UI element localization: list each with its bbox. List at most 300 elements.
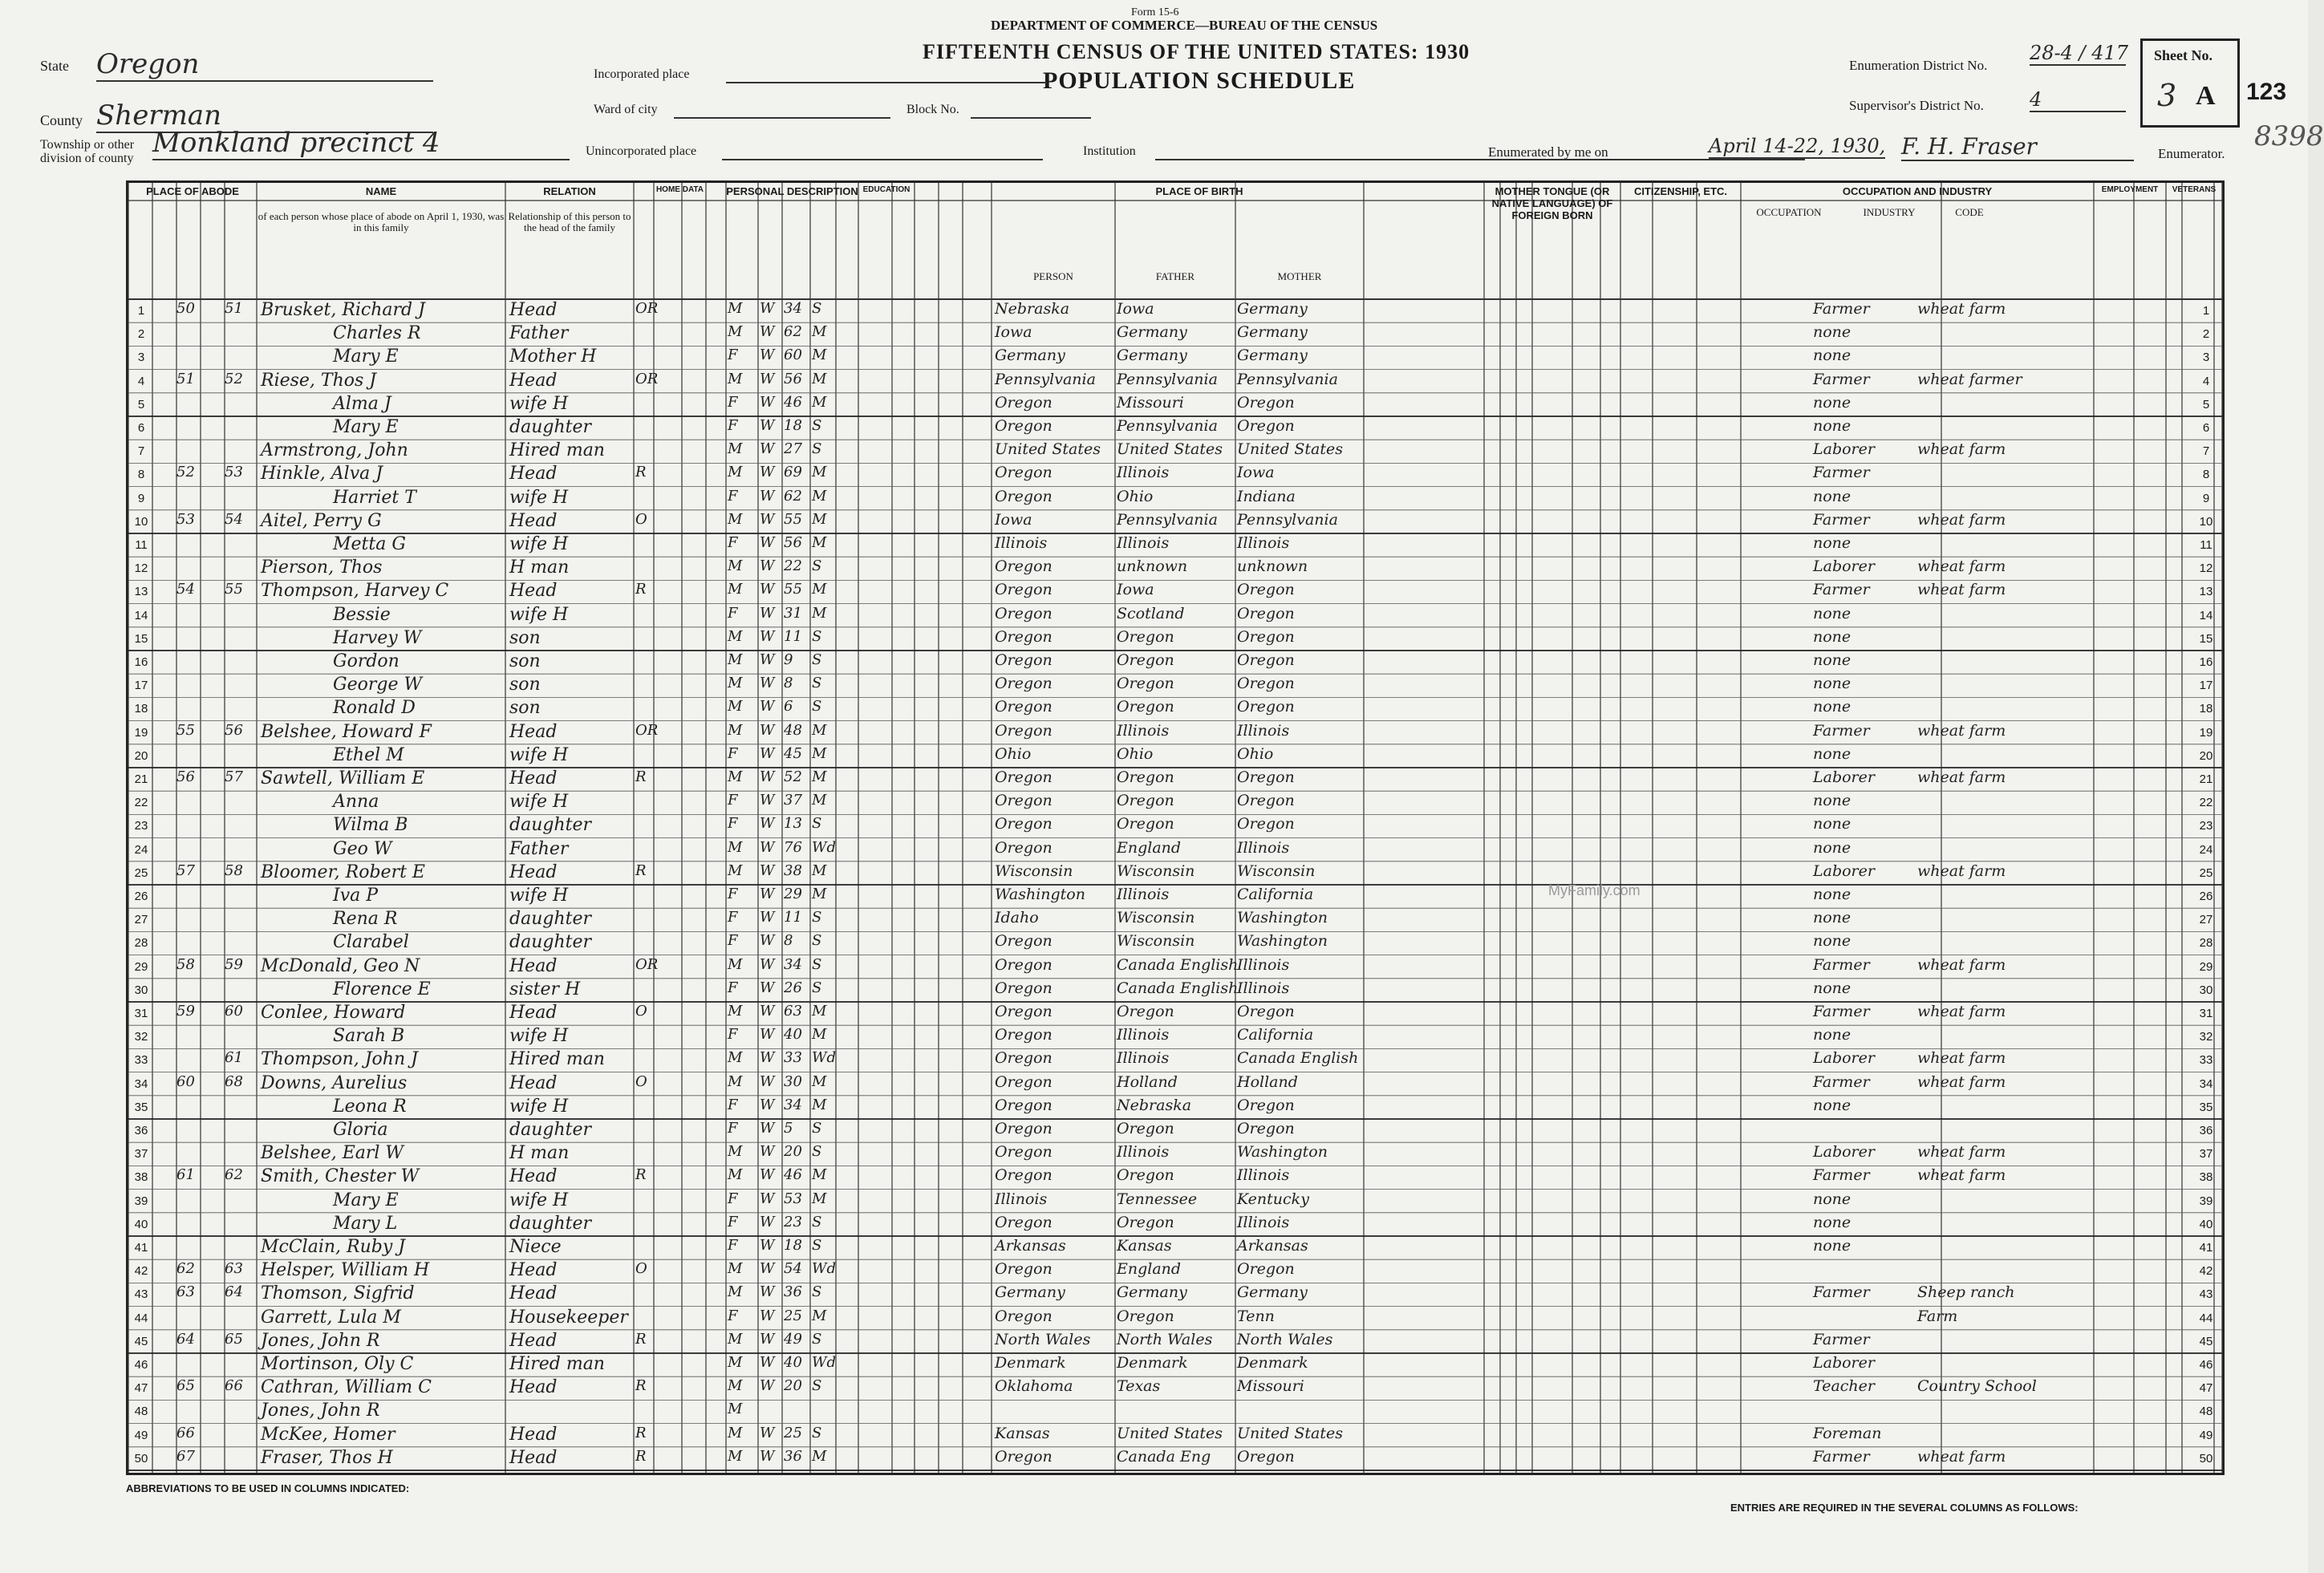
family-number: 68: [225, 1072, 243, 1090]
row-number-left: 31: [134, 1007, 148, 1020]
race: W: [760, 651, 775, 668]
person-name: Leona R: [333, 1096, 407, 1117]
home-tenure: OR: [635, 370, 659, 387]
marital-status: M: [812, 886, 827, 902]
person-name: Garrett, Lula M: [261, 1307, 401, 1328]
birthplace-person: Oklahoma: [995, 1377, 1073, 1396]
row-number-right: 28: [2199, 936, 2213, 951]
race: W: [760, 1213, 775, 1230]
birthplace-father: Kansas: [1117, 1237, 1172, 1255]
marital-status: S: [812, 1120, 822, 1137]
birthplace-person: Oregon: [995, 393, 1052, 411]
occupation: Farmer: [1813, 370, 1870, 388]
marital-status: M: [812, 1166, 827, 1184]
birthplace-father: Iowa: [1117, 581, 1154, 599]
person-name: Fraser, Thos H: [261, 1447, 393, 1468]
group-heading: MOTHER TONGUE (OR NATIVE LANGUAGE) OF FOREIGN BORN: [1491, 185, 1613, 221]
sex: M: [728, 675, 743, 692]
birthplace-mother: United States: [1237, 1424, 1344, 1442]
supervisor-district-label: Supervisor's District No.: [1849, 98, 1984, 113]
enumerator-name: F. H. Fraser: [1901, 133, 2134, 161]
sex: F: [728, 886, 738, 902]
family-number: 65: [225, 1330, 243, 1348]
row-number-right: 24: [2199, 842, 2213, 857]
birthplace-mother: Oregon: [1237, 393, 1295, 411]
sex: M: [728, 300, 743, 317]
row-number-left: 10: [134, 514, 148, 529]
marital-status: M: [812, 347, 827, 364]
sex: F: [728, 1237, 738, 1254]
person-name: McDonald, Geo N: [261, 955, 420, 976]
row-number-right: 7: [2202, 444, 2210, 459]
row-number-left: 42: [134, 1264, 148, 1279]
row-number-left: 29: [134, 959, 148, 974]
marital-status: M: [812, 464, 827, 481]
age: 20: [784, 1377, 802, 1395]
family-number: 60: [225, 1003, 243, 1020]
relation: Head: [509, 1003, 558, 1023]
sex: M: [728, 1072, 743, 1090]
age: 55: [784, 510, 802, 528]
birthplace-father: Ohio: [1117, 744, 1154, 763]
birthplace-person: Oregon: [995, 604, 1052, 622]
family-number: 66: [225, 1377, 243, 1395]
person-name: Cathran, William C: [261, 1377, 432, 1398]
sex: M: [728, 768, 743, 785]
sex: M: [728, 464, 743, 481]
birthplace-father: Wisconsin: [1117, 909, 1195, 927]
birthplace-mother: Wisconsin: [1237, 862, 1316, 880]
relation: daughter: [509, 1213, 591, 1234]
family-number: 64: [225, 1283, 243, 1301]
person-name: Thompson, Harvey C: [261, 581, 449, 602]
enumerated-date: April 14-22, 1930,: [1709, 135, 1886, 157]
race: W: [760, 1049, 775, 1067]
occupation: none: [1813, 932, 1851, 951]
race: W: [760, 1026, 775, 1044]
family-number: 51: [225, 300, 243, 317]
row-number-right: 38: [2199, 1170, 2213, 1185]
dwelling-number: 57: [176, 862, 195, 879]
marital-status: S: [812, 557, 822, 575]
institution-label: Institution: [1083, 144, 1136, 158]
birthplace-person: Oregon: [995, 1143, 1052, 1162]
birthplace-person: Oregon: [995, 1026, 1052, 1044]
birthplace-father: Oregon: [1117, 792, 1174, 810]
age: 54: [784, 1260, 802, 1278]
age: 34: [784, 955, 802, 973]
relation: Head: [509, 1283, 558, 1304]
row-number-right: 1: [2202, 304, 2210, 318]
row-number-left: 26: [134, 890, 148, 903]
age: 8: [784, 675, 793, 692]
sex: F: [728, 979, 738, 996]
race: W: [760, 1354, 775, 1371]
sex: M: [728, 440, 743, 458]
relation: Mother H: [509, 347, 597, 367]
occupation: none: [1813, 627, 1851, 646]
birthplace-mother: Germany: [1237, 347, 1308, 365]
race: W: [760, 1096, 775, 1113]
sex: F: [728, 1120, 738, 1137]
row-number-left: 49: [134, 1428, 148, 1442]
race: W: [760, 300, 775, 317]
sex: F: [728, 792, 738, 809]
home-tenure: OR: [635, 721, 659, 739]
industry: wheat farm: [1917, 1166, 2006, 1185]
relation: son: [509, 651, 541, 671]
race: W: [760, 417, 775, 434]
enumerated-label: Enumerated by me on: [1488, 144, 1608, 160]
row-number-right: 8: [2202, 468, 2210, 482]
entries-title: ENTRIES ARE REQUIRED IN THE SEVERAL COLUMNS AS FOLLOWS:: [1730, 1502, 2079, 1514]
age: 45: [784, 744, 802, 762]
occupation: Laborer: [1813, 1143, 1875, 1162]
birthplace-father: Illinois: [1117, 534, 1170, 552]
relation: wife H: [509, 792, 569, 813]
birthplace-person: Germany: [995, 1283, 1065, 1302]
occupation: Farmer: [1813, 300, 1870, 318]
row-number-left: 40: [134, 1217, 148, 1231]
person-name: McClain, Ruby J: [261, 1237, 406, 1257]
age: 34: [784, 1096, 802, 1113]
row-number-right: 33: [2199, 1053, 2213, 1068]
sex: M: [728, 651, 743, 668]
person-name: Metta G: [333, 534, 406, 554]
occupation: Farmer: [1813, 581, 1870, 599]
race: W: [760, 1447, 775, 1465]
relation: Head: [509, 1166, 558, 1187]
person-name: Helsper, William H: [261, 1260, 430, 1281]
birthplace-mother: Denmark: [1237, 1354, 1308, 1372]
birthplace-father: United States: [1117, 1424, 1223, 1442]
row-number-left: 21: [134, 772, 148, 786]
dwelling-number: 63: [176, 1283, 195, 1301]
person-name: Hinkle, Alva J: [261, 464, 383, 484]
age: 62: [784, 323, 802, 341]
birthplace-person: Oregon: [995, 768, 1052, 786]
age: 48: [784, 721, 802, 739]
person-name: Ethel M: [333, 744, 404, 765]
age: 37: [784, 792, 802, 809]
industry: wheat farm: [1917, 768, 2006, 786]
row-number-left: 1: [137, 304, 145, 318]
family-number: 57: [225, 768, 243, 785]
age: 25: [784, 1424, 802, 1441]
occupation: none: [1813, 792, 1851, 810]
relation: wife H: [509, 1190, 569, 1210]
group-heading: PLACE OF BIRTH: [1155, 185, 1243, 197]
race: W: [760, 698, 775, 716]
column-header: OCCUPATION: [1756, 206, 1822, 218]
birthplace-mother: Oregon: [1237, 698, 1295, 716]
birthplace-mother: Ohio: [1237, 744, 1274, 763]
birthplace-person: Oregon: [995, 838, 1052, 857]
occupation: Farmer: [1813, 464, 1870, 482]
age: 36: [784, 1283, 802, 1301]
row-number-left: 23: [134, 819, 148, 833]
relation: Head: [509, 1447, 558, 1468]
relation: Hired man: [509, 440, 605, 461]
row-number-left: 35: [134, 1100, 148, 1114]
dwelling-number: 65: [176, 1377, 195, 1395]
sheet-number-box: [2140, 39, 2240, 128]
state-value: Oregon: [96, 48, 433, 82]
birthplace-father: Ohio: [1117, 487, 1154, 505]
occupation: none: [1813, 886, 1851, 903]
dwelling-number: 64: [176, 1330, 195, 1348]
age: 11: [784, 909, 802, 926]
person-name: Anna: [333, 792, 379, 813]
age: 36: [784, 1447, 802, 1465]
row-number-right: 13: [2199, 585, 2213, 599]
age: 33: [784, 1049, 802, 1067]
incorporated-label: Incorporated place: [594, 67, 690, 81]
birthplace-father: Oregon: [1117, 675, 1174, 693]
birthplace-person: Oregon: [995, 955, 1052, 974]
sex: M: [728, 698, 743, 716]
birthplace-mother: Oregon: [1237, 1260, 1295, 1279]
race: W: [760, 838, 775, 856]
occupation: none: [1813, 604, 1851, 622]
birthplace-person: Oregon: [995, 1120, 1052, 1137]
occupation: none: [1813, 1213, 1851, 1231]
relation: daughter: [509, 932, 591, 953]
marital-status: S: [812, 1377, 822, 1395]
age: 40: [784, 1354, 802, 1371]
birthplace-person: Oregon: [995, 1072, 1052, 1091]
marital-status: M: [812, 768, 827, 785]
row-number-right: 2: [2202, 327, 2210, 342]
occupation: none: [1813, 675, 1851, 693]
birthplace-person: Oregon: [995, 417, 1052, 435]
birthplace-person: Oregon: [995, 557, 1052, 576]
relation: wife H: [509, 1026, 569, 1047]
enumeration-district-value: 28-4 / 417: [2030, 42, 2129, 64]
birthplace-mother: Oregon: [1237, 1447, 1295, 1466]
row-number-left: 38: [134, 1170, 148, 1185]
relation: Head: [509, 1424, 558, 1445]
race: W: [760, 370, 775, 387]
birthplace-father: Canada Eng: [1117, 1447, 1211, 1466]
marital-status: Wd: [812, 838, 837, 856]
relation: Head: [509, 1377, 558, 1398]
person-name: Bessie: [333, 604, 391, 625]
person-name: Riese, Thos J: [261, 370, 377, 391]
occupation: Farmer: [1813, 955, 1870, 974]
unincorporated-line: [722, 144, 1043, 160]
group-heading: PLACE OF ABODE: [146, 185, 239, 197]
row-number-right: 14: [2199, 608, 2213, 622]
sheet-header: [0, 0, 2324, 180]
birthplace-mother: Washington: [1237, 1143, 1328, 1162]
marital-status: M: [812, 1003, 827, 1020]
birthplace-mother: Oregon: [1237, 627, 1295, 646]
person-name: Geo W: [333, 838, 392, 859]
marital-status: S: [812, 1283, 822, 1301]
relation: daughter: [509, 1120, 591, 1140]
column-header: FATHER: [1155, 270, 1195, 282]
row-number-left: 13: [134, 585, 148, 599]
birthplace-person: Oregon: [995, 1307, 1052, 1325]
birthplace-person: Nebraska: [995, 300, 1070, 318]
birthplace-mother: Missouri: [1237, 1377, 1304, 1396]
row-number-right: 23: [2199, 819, 2213, 833]
sex: M: [728, 370, 743, 387]
relation: daughter: [509, 909, 591, 930]
age: 62: [784, 487, 802, 505]
sheet-label: Sheet No.: [2154, 47, 2212, 63]
birthplace-mother: Oregon: [1237, 675, 1295, 693]
home-tenure: OR: [635, 300, 659, 317]
row-number-right: 31: [2199, 1007, 2213, 1020]
sex: M: [728, 1354, 743, 1371]
industry: wheat farm: [1917, 581, 2006, 599]
industry: wheat farm: [1917, 1003, 2006, 1020]
home-tenure: R: [635, 1377, 647, 1395]
birthplace-mother: Tenn: [1237, 1307, 1275, 1325]
race: W: [760, 1003, 775, 1020]
person-name: Downs, Aurelius: [261, 1072, 408, 1093]
relation: wife H: [509, 1096, 569, 1117]
group-heading: OCCUPATION AND INDUSTRY: [1842, 185, 1993, 197]
person-name: Mary E: [333, 417, 399, 437]
race: W: [760, 1307, 775, 1324]
age: 52: [784, 768, 802, 785]
sex: F: [728, 1026, 738, 1044]
occupation: none: [1813, 323, 1851, 342]
person-name: Jones, John R: [261, 1330, 380, 1351]
age: 18: [784, 1237, 802, 1254]
industry: wheat farm: [1917, 510, 2006, 529]
row-number-left: 32: [134, 1030, 148, 1044]
person-name: Jones, John R: [261, 1401, 380, 1421]
person-name: Conlee, Howard: [261, 1003, 406, 1023]
row-number-left: 19: [134, 725, 148, 740]
footer-abbreviations: [126, 1478, 2225, 1566]
occupation: Foreman: [1813, 1424, 1882, 1442]
dwelling-number: 60: [176, 1072, 195, 1090]
marital-status: S: [812, 1213, 822, 1230]
person-name: Mary E: [333, 1190, 399, 1210]
race: W: [760, 1260, 775, 1278]
unincorporated-label: Unincorporated place: [586, 144, 697, 158]
race: W: [760, 510, 775, 528]
sex: F: [728, 487, 738, 505]
marital-status: S: [812, 627, 822, 645]
row-number-right: 42: [2199, 1264, 2213, 1279]
sex: M: [728, 1049, 743, 1067]
occupation: none: [1813, 838, 1851, 857]
birthplace-person: North Wales: [995, 1330, 1091, 1348]
birthplace-person: Germany: [995, 347, 1065, 365]
sex: M: [728, 510, 743, 528]
relation: Head: [509, 464, 558, 484]
home-tenure: O: [635, 1072, 647, 1090]
state-label: State: [40, 58, 69, 74]
marital-status: S: [812, 300, 822, 317]
row-number-left: 6: [137, 421, 145, 435]
birthplace-person: Oregon: [995, 979, 1052, 997]
dwelling-number: 66: [176, 1424, 195, 1441]
birthplace-mother: Illinois: [1237, 979, 1290, 997]
occupation: Laborer: [1813, 440, 1875, 459]
marital-status: M: [812, 1307, 827, 1324]
age: 6: [784, 698, 793, 716]
relation: Head: [509, 1072, 558, 1093]
birthplace-father: Oregon: [1117, 1213, 1174, 1231]
industry: Country School: [1917, 1377, 2037, 1396]
dwelling-number: 67: [176, 1447, 195, 1465]
race: W: [760, 815, 775, 833]
relation: daughter: [509, 815, 591, 836]
marital-status: Wd: [812, 1049, 837, 1067]
race: W: [760, 323, 775, 341]
birthplace-father: Oregon: [1117, 815, 1174, 833]
group-heading: CITIZENSHIP, ETC.: [1633, 185, 1728, 197]
age: 46: [784, 393, 802, 411]
birthplace-father: Oregon: [1117, 1166, 1174, 1185]
person-name: Clarabel: [333, 932, 409, 953]
birthplace-person: Illinois: [995, 534, 1048, 552]
marital-status: M: [812, 1072, 827, 1090]
birthplace-mother: Indiana: [1237, 487, 1296, 505]
form-number: Form 15-6: [1131, 6, 1179, 18]
marital-status: S: [812, 675, 822, 692]
marital-status: M: [812, 534, 827, 551]
birthplace-father: Oregon: [1117, 1307, 1174, 1325]
industry: wheat farm: [1917, 300, 2006, 318]
sex: M: [728, 1143, 743, 1161]
row-number-left: 39: [134, 1194, 148, 1208]
row-number-left: 34: [134, 1076, 148, 1091]
row-number-right: 3: [2202, 351, 2210, 365]
birthplace-person: Oregon: [995, 932, 1052, 951]
birthplace-father: Illinois: [1117, 464, 1170, 482]
row-number-right: 9: [2202, 491, 2210, 505]
sex: M: [728, 862, 743, 879]
occupation: none: [1813, 534, 1851, 552]
row-number-left: 3: [137, 351, 145, 365]
marital-status: M: [812, 604, 827, 622]
birthplace-person: Oregon: [995, 581, 1052, 599]
relation: Father: [509, 323, 569, 344]
marital-status: M: [812, 510, 827, 528]
birthplace-mother: North Wales: [1237, 1330, 1333, 1348]
sex: F: [728, 1213, 738, 1230]
birthplace-father: Wisconsin: [1117, 862, 1195, 880]
race: W: [760, 909, 775, 926]
occupation: none: [1813, 979, 1851, 997]
marital-status: S: [812, 932, 822, 950]
birthplace-mother: Germany: [1237, 323, 1308, 342]
race: W: [760, 1120, 775, 1137]
family-number: 53: [225, 464, 243, 481]
family-number: 59: [225, 955, 243, 973]
person-name: Sarah B: [333, 1026, 405, 1047]
occupation: none: [1813, 347, 1851, 365]
race: W: [760, 581, 775, 598]
row-number-left: 50: [134, 1451, 148, 1466]
person-name: Belshee, Howard F: [261, 721, 432, 742]
occupation: Farmer: [1813, 1447, 1870, 1466]
row-number-right: 20: [2199, 748, 2213, 763]
dwelling-number: 59: [176, 1003, 195, 1020]
birthplace-person: Washington: [995, 886, 1085, 903]
birthplace-person: Wisconsin: [995, 862, 1073, 880]
race: W: [760, 932, 775, 950]
census-title: FIFTEENTH CENSUS OF THE UNITED STATES: 1930: [923, 40, 1470, 63]
